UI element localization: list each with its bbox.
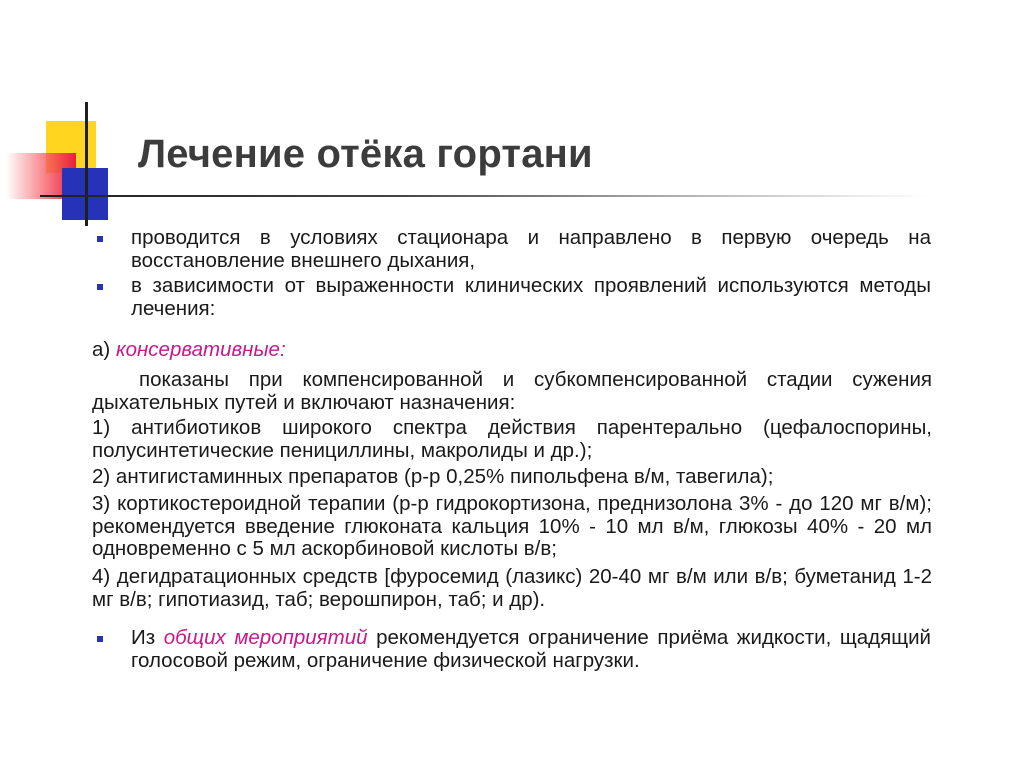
general-measures-emphasis: общих мероприятий [163, 626, 368, 649]
section-a-emphasis: консервативные: [115, 338, 286, 361]
treatment-item-dehydration: 4) дегидратационных средств [фуросемид (лазикс) 20-40 мг в/м или в/в; буметанид 1-2 мг в/в; гипотиазид, таб; верошпирон, таб; и др). [92, 565, 932, 611]
treatment-item-corticosteroids: 3) кортикостероидной терапии (р-р гидрокортизона, преднизолона 3% - до 120 мг в/м); рекомендуется введение глюконата кальция 10% - 10 мл в/м, глюкозы 40% - 20 мл одновременно с 5 мл аскорбиновой кислоты в/в; [92, 492, 932, 560]
indications-text: показаны при компенсированной и субкомпенсированной стадии сужения дыхательных путей и включают назначения: [92, 368, 932, 414]
decor-vertical-line [85, 102, 88, 226]
bullet-marker [97, 636, 103, 642]
bullet-text-methods: в зависимости от выраженности клинических проявлений используются методы лечения: [131, 274, 931, 320]
treatment-item-antibiotics: 1) антибиотиков широкого спектра действия парентерально (цефалоспорины, полусинтетические пенициллины, макролиды и др.); [92, 416, 932, 462]
bullet-marker [97, 236, 103, 242]
slide-title: Лечение отёка гортани [138, 132, 593, 176]
general-measures-before: Из [131, 626, 164, 649]
general-measures-after: рекомендуется ограничение приёма жидкости, щадящий голосовой режим, ограничение физической нагрузки. [131, 626, 931, 672]
title-underline [40, 195, 930, 197]
treatment-item-antihistamines: 2) антигистаминных препаратов (р-р 0,25% пипольфена в/м, тавегила); [92, 465, 774, 488]
section-a-prefix: а) [92, 338, 116, 361]
bullet-text-general-measures [131, 627, 931, 672]
bullet-marker [97, 284, 103, 290]
bullet-text-hospital: проводится в условиях стационара и направлено в первую очередь на восстановление внешнего дыхания, [131, 226, 931, 272]
section-a-heading [92, 339, 286, 362]
